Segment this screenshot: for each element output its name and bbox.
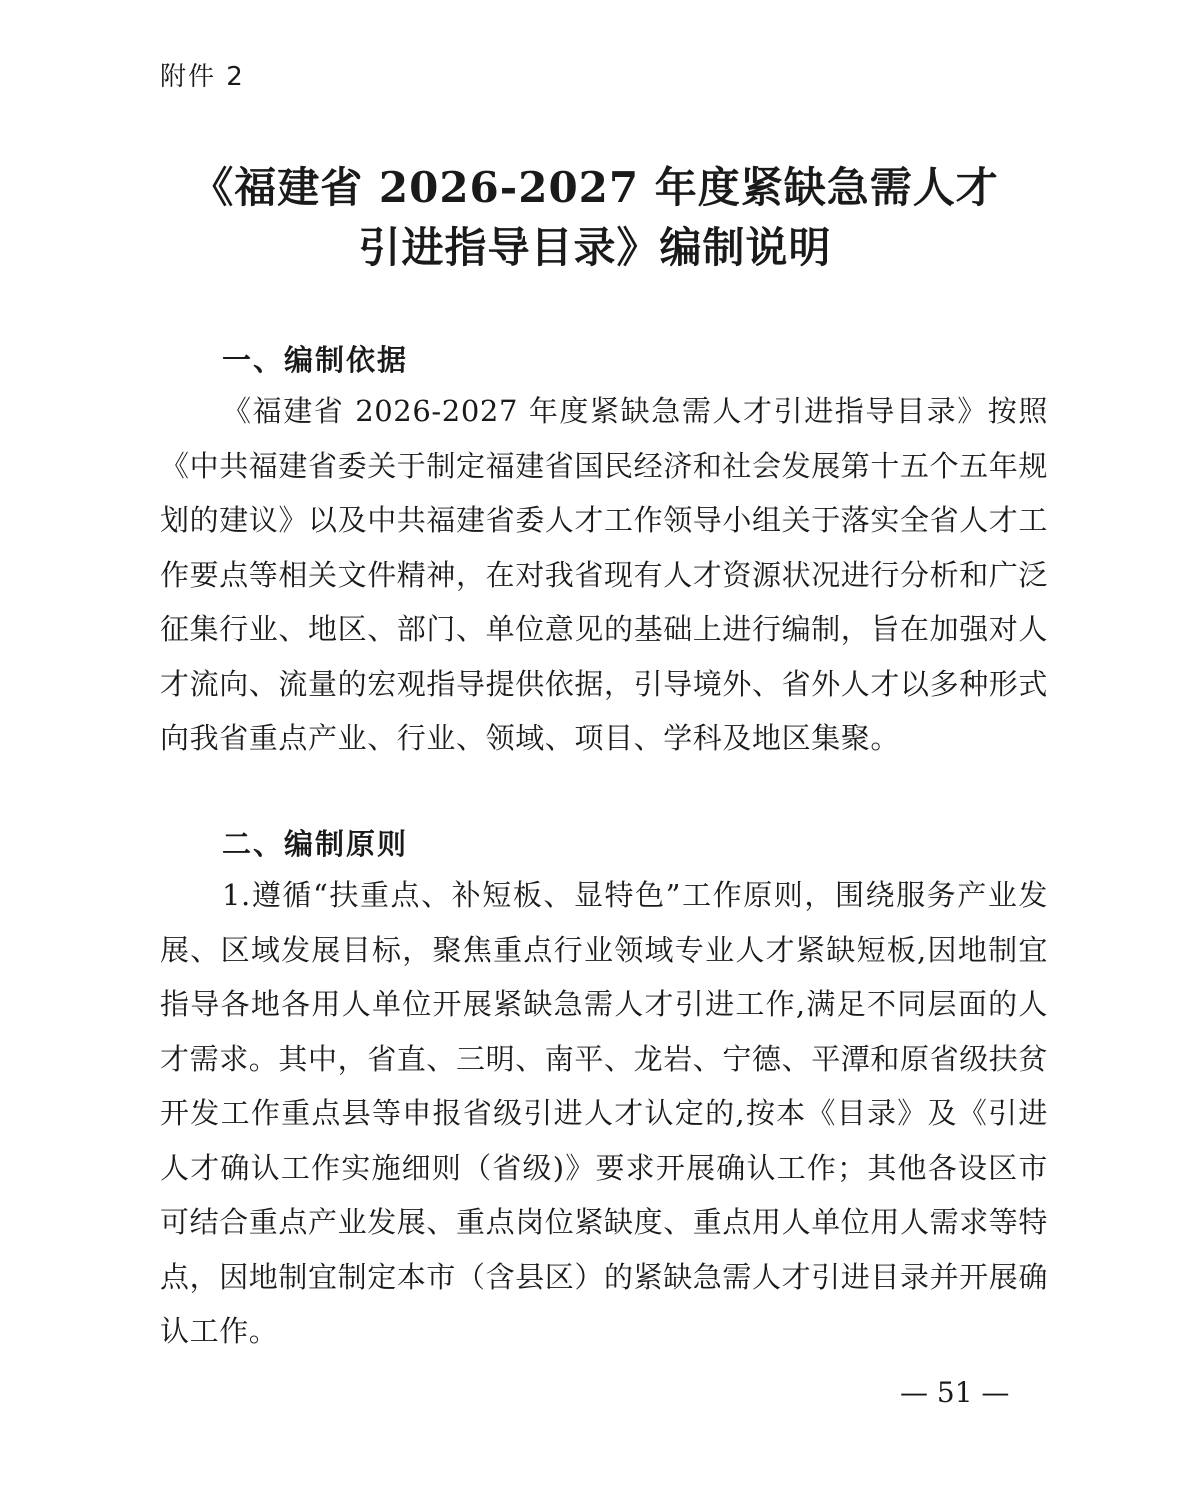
- section-paragraph-principles: 1.遵循“扶重点、补短板、显特色”工作原则，围绕服务产业发展、区域发展目标，聚焦重点行业领域专业人才紧缺短板,因地制宜指导各地各用人单位开展紧缺急需人才引进工作,满足不同层面的人才需求。其中，省直、三明、南平、龙岩、宁德、平潭和原省级扶贫开发工作重点县等申报省级引进人才认定的,按本《目录》及《引进人才确认工作实施细则（省级)》要求开展确认工作；其他各设区市可结合重点产业发展、重点岗位紧缺度、重点用人单位用人需求等特点，因地制宜制定本市（含县区）的紧缺急需人才引进目录并开展确认工作。: [160, 878, 1049, 1348]
- section-heading-basis: 一、编制依据: [222, 343, 409, 377]
- title-line-1: 《福建省 2026-2027 年度紧缺急需人才: [191, 163, 999, 212]
- page-number: — 51 —: [900, 1376, 1010, 1409]
- section-paragraph-basis: 《福建省 2026-2027 年度紧缺急需人才引进指导目录》按照《中共福建省委关于制定福建省国民经济和社会发展第十五个五年规划的建议》以及中共福建省委人才工作领导小组关于落实全省人才工作要点等相关文件精神，在对我省现有人才资源状况进行分析和广泛征集行业、地区、部门、单位意见的基础上进行编制，旨在加强对人才流向、流量的宏观指导提供依据，引导境外、省外人才以多种形式向我省重点产业、行业、领域、项目、学科及地区集聚。: [160, 394, 1049, 755]
- attachment-label: 附件 2: [160, 62, 245, 92]
- document-title: [0, 158, 1190, 278]
- title-line-2: 引进指导目录》编制说明: [358, 223, 832, 272]
- section-heading-principles: 二、编制原则: [222, 827, 409, 861]
